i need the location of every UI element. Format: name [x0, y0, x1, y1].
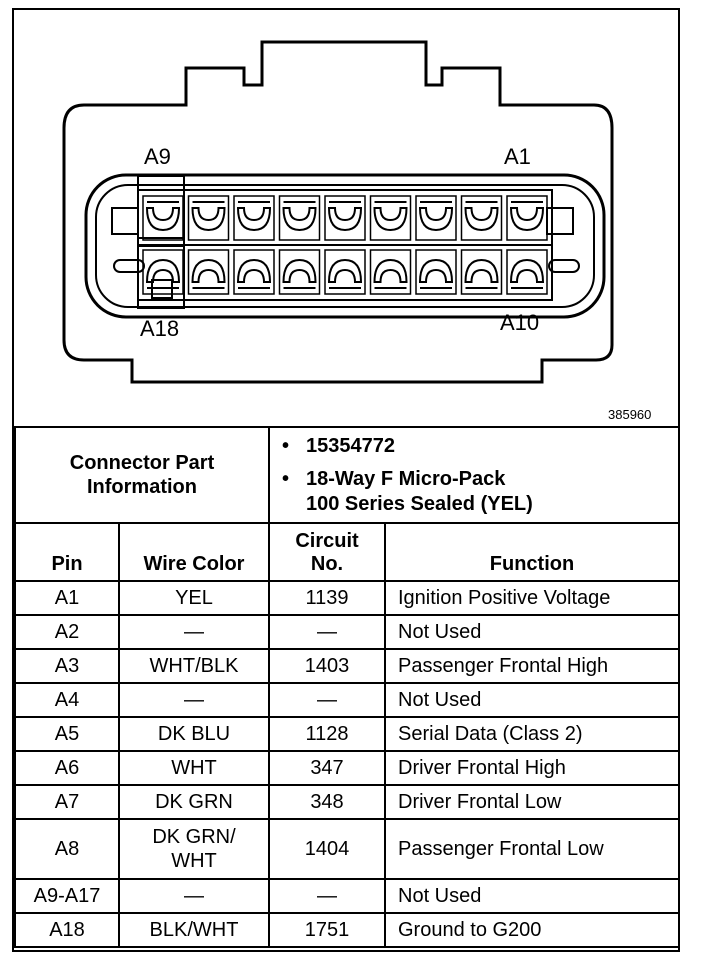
circuit-cell: — [269, 615, 385, 649]
pin-cell: A9-A17 [15, 879, 119, 913]
function-cell: Not Used [385, 683, 679, 717]
table-row [15, 649, 679, 683]
pin-cavity [143, 250, 183, 294]
pin-cavity [416, 250, 456, 294]
table-row [15, 683, 679, 717]
info-label-line2: Information [87, 476, 197, 498]
circuit-cell: — [269, 879, 385, 913]
part-number: 15354772 [306, 435, 395, 457]
pin-cavity [371, 196, 411, 240]
connector-info-row [15, 427, 679, 523]
table-row [15, 717, 679, 751]
pin-cavity [507, 196, 547, 240]
function-cell: Driver Frontal Low [385, 785, 679, 819]
pin-cavity [234, 196, 274, 240]
pin-cavity [462, 250, 502, 294]
connector-info-label [15, 427, 269, 523]
pin-cavity [325, 250, 365, 294]
header-wire-color: Wire Color [119, 523, 269, 581]
pin-label-a10: A10 [500, 310, 540, 335]
info-label-line1: Connector Part [69, 452, 215, 474]
header-circuit: Circuit No. [269, 523, 385, 581]
wire-color-cell: — [119, 879, 269, 913]
function-cell: Ground to G200 [385, 913, 679, 947]
wire-color-cell: DK GRN [119, 785, 269, 819]
pin-cavity [189, 196, 229, 240]
connector-description-line2: 100 Series Sealed (YEL) [306, 493, 533, 515]
connector-info-list [269, 427, 679, 523]
bullet: • [282, 468, 290, 490]
wire-color-cell: — [119, 615, 269, 649]
function-cell: Serial Data (Class 2) [385, 717, 679, 751]
pin-cavity [280, 250, 320, 294]
connector-table [14, 426, 680, 948]
pin-cavity [507, 250, 547, 294]
circuit-cell: 1128 [269, 717, 385, 751]
pin-label-a1: A1 [504, 144, 531, 169]
pin-cavity [462, 196, 502, 240]
pin-cavity [371, 250, 411, 294]
wire-color-cell: WHT/BLK [119, 649, 269, 683]
circuit-cell: 347 [269, 751, 385, 785]
pin-cell: A7 [15, 785, 119, 819]
table-header-row [15, 523, 679, 581]
wire-color-cell: BLK/WHT [119, 913, 269, 947]
figure-number: 385960 [608, 407, 652, 422]
pin-cell: A2 [15, 615, 119, 649]
pin-cavity [143, 196, 183, 240]
function-cell: Ignition Positive Voltage [385, 581, 679, 615]
pin-cell: A3 [15, 649, 119, 683]
wire-color-cell: DK BLU [119, 717, 269, 751]
table-row [15, 819, 679, 879]
header-pin: Pin [15, 523, 119, 581]
table-row [15, 913, 679, 947]
circuit-cell: 1404 [269, 819, 385, 879]
function-cell: Passenger Frontal High [385, 649, 679, 683]
connector-description-line1: 18-Way F Micro-Pack [306, 468, 506, 490]
table-row [15, 581, 679, 615]
pin-cavity [280, 196, 320, 240]
function-cell: Not Used [385, 615, 679, 649]
wire-color-cell: YEL [119, 581, 269, 615]
connector-drawing [14, 10, 678, 426]
function-cell: Passenger Frontal Low [385, 819, 679, 879]
top-pin-row [143, 196, 547, 240]
pin-cavity [189, 250, 229, 294]
pin-cell: A8 [15, 819, 119, 879]
table-row [15, 785, 679, 819]
header-function: Function [385, 523, 679, 581]
pin-cavity [416, 196, 456, 240]
pin-cell: A6 [15, 751, 119, 785]
pin-a9-marker [138, 176, 184, 246]
wire-color-cell: DK GRN/ WHT [119, 819, 269, 879]
table-row [15, 879, 679, 913]
circuit-cell: 1751 [269, 913, 385, 947]
circuit-cell: 348 [269, 785, 385, 819]
circuit-cell: — [269, 683, 385, 717]
pin-label-a9: A9 [144, 144, 171, 169]
bottom-pin-row [143, 250, 547, 294]
table-row [15, 751, 679, 785]
circuit-cell: 1403 [269, 649, 385, 683]
table-row [15, 615, 679, 649]
pin-cell: A18 [15, 913, 119, 947]
wire-color-cell: — [119, 683, 269, 717]
pin-cell: A1 [15, 581, 119, 615]
function-cell: Driver Frontal High [385, 751, 679, 785]
pin-label-a18: A18 [140, 316, 180, 341]
function-cell: Not Used [385, 879, 679, 913]
pin-cavity [234, 250, 274, 294]
pin-cell: A5 [15, 717, 119, 751]
wire-color-cell: WHT [119, 751, 269, 785]
circuit-cell: 1139 [269, 581, 385, 615]
bullet: • [282, 435, 290, 457]
pin-cell: A4 [15, 683, 119, 717]
pin-cavity [325, 196, 365, 240]
connector-diagram [14, 10, 678, 426]
